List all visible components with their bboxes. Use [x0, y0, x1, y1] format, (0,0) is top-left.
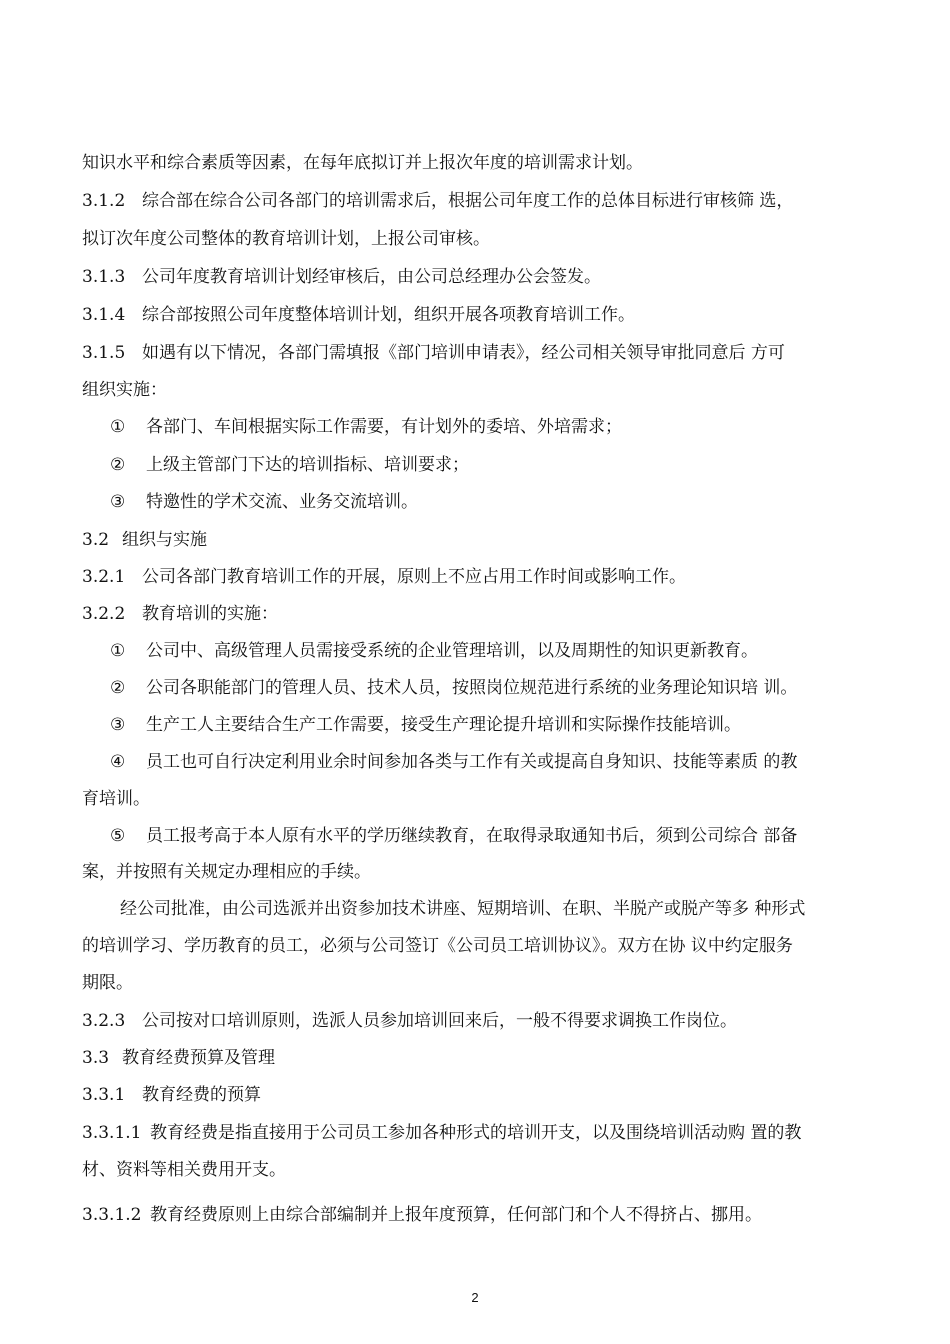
list-item: ② 公司各职能部门的管理人员、技术人员，按照岗位规范进行系统的业务理论知识培 训。 — [110, 678, 798, 698]
text-line: 案，并按照有关规定办理相应的手续。 — [82, 862, 371, 882]
text-line: 的培训学习、学历教育的员工，必须与公司签订《公司员工培训协议》。双方在协 议中约定服务 — [82, 936, 793, 956]
list-item: ③ 特邀性的学术交流、业务交流培训。 — [110, 492, 418, 512]
clause-3-2-1: 3.2.1 公司各部门教育培训工作的开展，原则上不应占用工作时间或影响工作。 — [82, 567, 686, 587]
clause-3-1-5: 3.1.5 如遇有以下情况，各部门需填报《部门培训申请表》，经公司相关领导审批同意后 方可 — [82, 343, 785, 363]
clause-3-1-4: 3.1.4 综合部按照公司年度整体培训计划，组织开展各项教育培训工作。 — [82, 305, 635, 325]
text-line: 期限。 — [82, 973, 133, 993]
section-3-3-heading: 3.3 教育经费预算及管理 — [82, 1048, 275, 1068]
text-line: 育培训。 — [82, 789, 150, 809]
clause-3-3-1-1: 3.3.1.1 教育经费是指直接用于公司员工参加各种形式的培训开支，以及围绕培训活动购 置的教 — [82, 1123, 802, 1143]
paragraph-line: 经公司批准，由公司选派并出资参加技术讲座、短期培训、在职、半脱产或脱产等多 种形式 — [120, 899, 806, 919]
text-line: 拟订次年度公司整体的教育培训计划，上报公司审核。 — [82, 229, 490, 249]
list-item: ④ 员工也可自行决定利用业余时间参加各类与工作有关或提高自身知识、技能等素质 的教 — [110, 752, 798, 772]
clause-3-2-3: 3.2.3 公司按对口培训原则，选派人员参加培训回来后，一般不得要求调换工作岗位。 — [82, 1011, 737, 1031]
clause-3-1-3: 3.1.3 公司年度教育培训计划经审核后，由公司总经理办公会签发。 — [82, 267, 601, 287]
clause-3-3-1: 3.3.1 教育经费的预算 — [82, 1085, 261, 1105]
text-line: 组织实施： — [82, 380, 167, 400]
list-item: ③ 生产工人主要结合生产工作需要，接受生产理论提升培训和实际操作技能培训。 — [110, 715, 741, 735]
list-item: ① 公司中、高级管理人员需接受系统的企业管理培训，以及周期性的知识更新教育。 — [110, 641, 758, 661]
text-line: 知识水平和综合素质等因素，在每年底拟订并上报次年度的培训需求计划。 — [82, 153, 643, 173]
page-number: 2 — [471, 1290, 479, 1305]
list-item: ⑤ 员工报考高于本人原有水平的学历继续教育，在取得录取通知书后，须到公司综合 部备 — [110, 826, 798, 846]
list-item: ② 上级主管部门下达的培训指标、培训要求； — [110, 455, 469, 475]
clause-3-2-2: 3.2.2 教育培训的实施： — [82, 604, 278, 624]
section-3-2-heading: 3.2 组织与实施 — [82, 530, 207, 550]
clause-3-3-1-2: 3.3.1.2 教育经费原则上由综合部编制并上报年度预算，任何部门和个人不得挤占、挪用。 — [82, 1205, 762, 1225]
list-item: ① 各部门、车间根据实际工作需要，有计划外的委培、外培需求； — [110, 417, 622, 437]
clause-3-1-2: 3.1.2 综合部在综合公司各部门的培训需求后，根据公司年度工作的总体目标进行审核筛 选， — [82, 191, 794, 211]
text-line: 材、资料等相关费用开支。 — [82, 1160, 286, 1180]
